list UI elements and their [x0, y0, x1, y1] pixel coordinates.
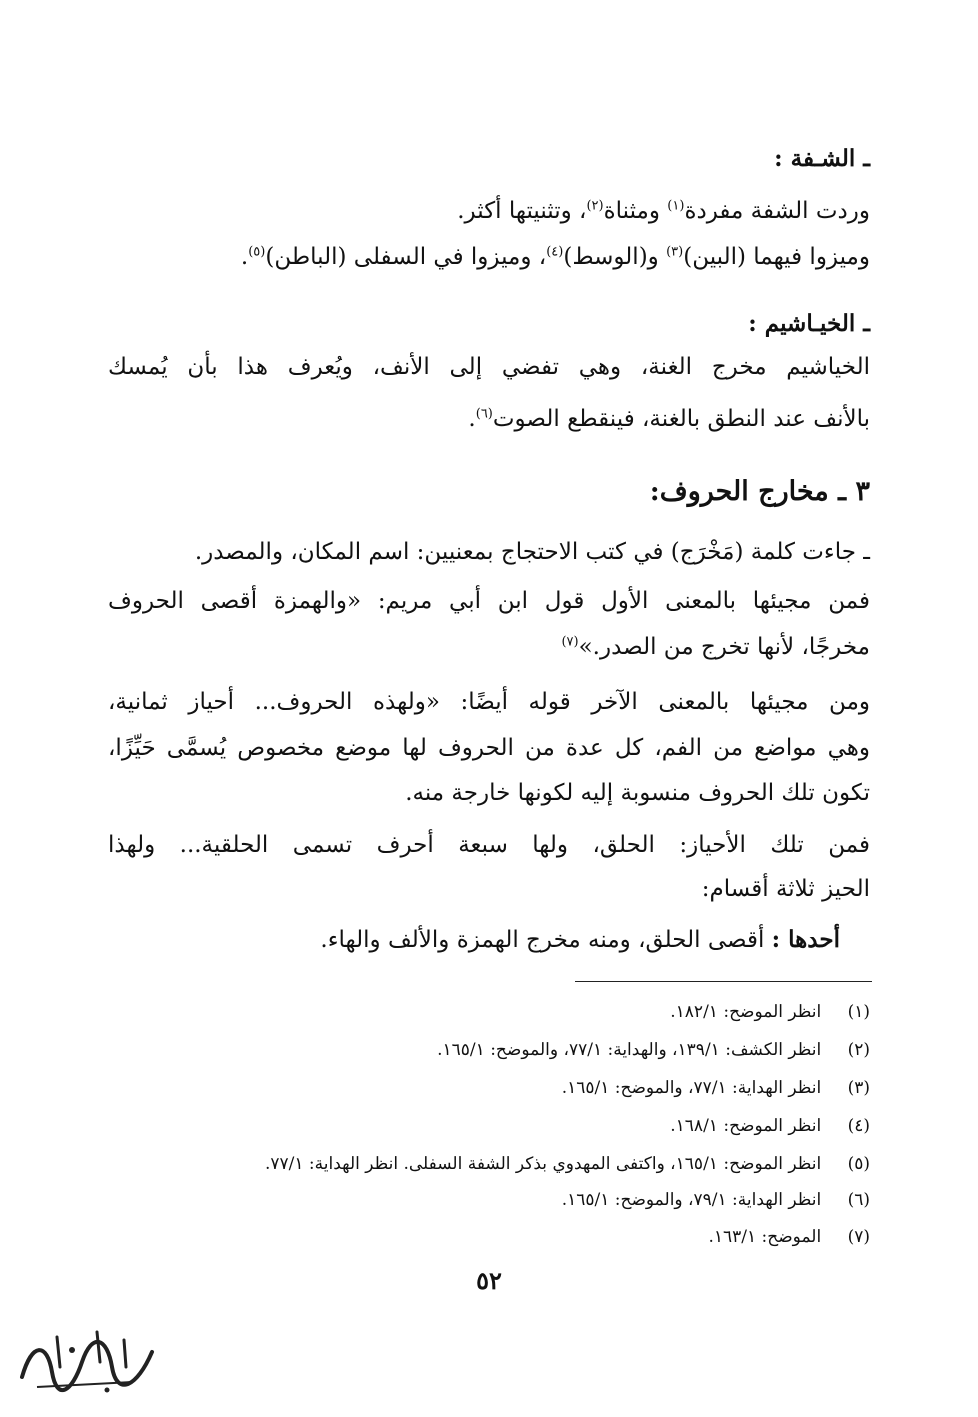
footnote-5: (٥) انظر الموضح: ١٦٥/١، واكتفى المهدوي بذكر الشفة السفلى. انظر الهداية: ٧٧/١.: [264, 1154, 870, 1174]
calligraphy-stamp-logo: [12, 1322, 162, 1402]
lips-line-2: وميزوا فيهما (البين)$^{(٣)}$ و(الوسط)$^{(٤)}$، وميزوا في السفلى (الباطن)$^{(٥)}$.: [240, 244, 870, 270]
paragraph-2-line-1: فمن مجيئها بالمعنى الأول قول ابن أبي مريم: «والهمزة أقصى الحروف: [108, 588, 870, 614]
footnote-1: (١) انظر الموضح: ١٨٢/١.: [670, 1002, 870, 1022]
footnote-ref-2[interactable]: (٢): [586, 198, 604, 214]
footnote-separator: [575, 981, 872, 982]
paragraph-3-line-2: وهي مواضع من الفم، كل عدة من الحروف لها موضع مخصوص يُسمَّى حَيِّزًا،: [108, 735, 870, 761]
footnote-ref-6[interactable]: (٦): [475, 406, 493, 422]
heading-nasal: ـ الخيـاشيم :: [748, 310, 870, 337]
paragraph-5-label: أحدها :: [771, 926, 840, 953]
footnote-ref-3[interactable]: (٣): [666, 244, 684, 260]
footnote-7: (٧) الموضح: ١٦٣/١.: [708, 1227, 870, 1247]
footnote-ref-1[interactable]: (١): [667, 198, 685, 214]
footnote-ref-4[interactable]: (٤): [546, 244, 564, 260]
heading-lips: ـ الشـفة :: [774, 145, 870, 172]
lips-line-1: وردت الشفة مفردة$^{(١)}$ ومثناة$^{(٢)}$، وتثنيتها أكثر.: [457, 198, 870, 224]
nasal-line-2: بالأنف عند النطق بالغنة، فينقطع الصوت$^{(٦)}$.: [468, 406, 870, 432]
section-title: ٣ ـ مخارج الحروف:: [649, 476, 870, 507]
paragraph-2-line-2: مخرجًا، لأنها تخرج من الصدر.»$^{(٧)}$: [561, 634, 870, 660]
footnote-4: (٤) انظر الموضح: ١٦٨/١.: [670, 1116, 870, 1136]
paragraph-3-line-3: تكون تلك الحروف منسوبة إليه لكونها خارجة منه.: [405, 780, 870, 806]
footnote-ref-5[interactable]: (٥): [248, 244, 266, 260]
footnote-6: (٦) انظر الهداية: ٧٩/١، والموضح: ١٦٥/١.: [561, 1190, 870, 1210]
paragraph-1-line-1: ـ جاءت كلمة (مَخْرَج) في كتب الاحتجاج بمعنيين: اسم المكان، والمصدر.: [194, 539, 870, 565]
footnote-3: (٣) انظر الهداية: ٧٧/١، والموضح: ١٦٥/١.: [561, 1078, 870, 1098]
nasal-line-1: الخياشيم مخرج الغنة، وهي تفضي إلى الأنف، ويُعرف هذا بأن يُمسك: [108, 354, 870, 380]
paragraph-3-line-1: ومن مجيئها بالمعنى الآخر قوله أيضًا: «ولهذه الحروف... أحياز ثمانية،: [108, 689, 870, 715]
paragraph-5-line-1: أحدها : أقصى الحلق، ومنه مخرج الهمزة والألف والهاء.: [320, 926, 840, 953]
footnote-ref-7[interactable]: (٧): [561, 634, 579, 650]
paragraph-4-line-1: فمن تلك الأحياز: الحلق، ولها سبعة أحرف تسمى الحلقية... ولهذا: [108, 832, 870, 858]
footnote-2: (٢) انظر الكشف: ١٣٩/١، والهداية: ٧٧/١، والموضح: ١٦٥/١.: [437, 1040, 870, 1060]
page-number: ٥٢: [476, 1266, 502, 1295]
paragraph-4-line-2: الحيز ثلاثة أقسام:: [701, 876, 870, 902]
